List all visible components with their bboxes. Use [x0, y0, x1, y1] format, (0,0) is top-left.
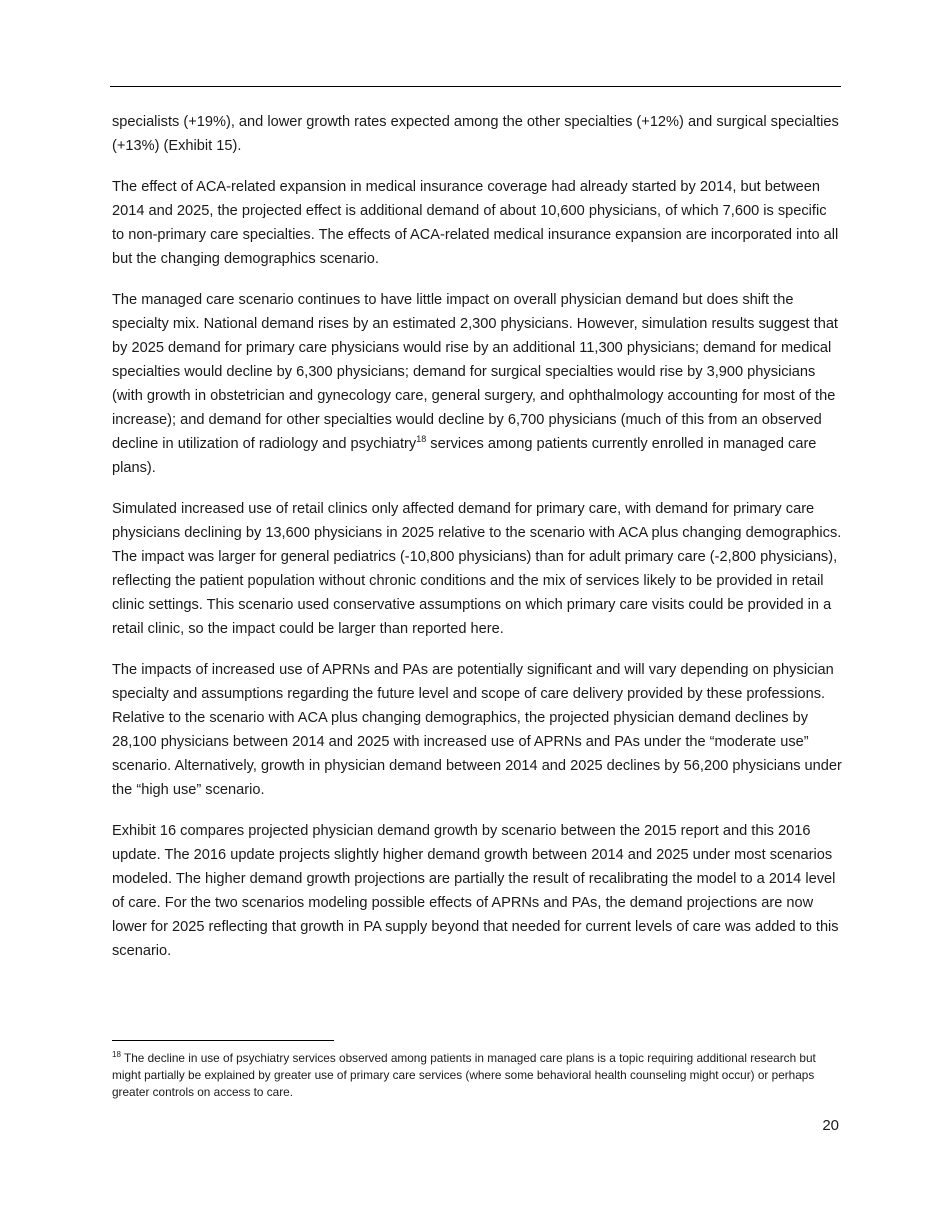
footnote-rule	[112, 1040, 334, 1041]
footnote	[112, 1050, 842, 1101]
managed-care-text: The managed care scenario continues to have little impact on overall physician demand but does shift the specialty mix. National demand rises by an estimated 2,300 physicians. However, simulation results suggest that by 2025 demand for primary care physicians would rise by an additional 11,300 physicians; demand for medical specialties would decline by 6,300 physicians; demand for surgical specialties would rise by 3,900 physicians (with growth in obstetrician and gynecology care, general surgery, and ophthalmology accounting for most of the increase); and demand for other specialties would decline by 6,700 physicians (much of this from an observed decline in utilization of radiology and psychiatry	[112, 292, 838, 452]
header-rule	[110, 86, 841, 87]
footnote-text: The decline in use of psychiatry services observed among patients in managed care plans is a topic requiring additional research but might partially be explained by greater use of primary care services (where some behavioral health counseling might occur) or perhaps greater controls on access to care.	[112, 1051, 816, 1099]
page-number: 20	[822, 1117, 839, 1134]
paragraph-specialty-growth: specialists (+19%), and lower growth rates expected among the other specialties (+12%) and surgical specialties (+13%) (Exhibit 15).	[112, 114, 839, 154]
managed-care-text-end: services among patients currently enrolled in managed care plans).	[112, 436, 817, 476]
footnote-marker: 18	[112, 1050, 121, 1060]
paragraph-aca-expansion: The effect of ACA-related expansion in medical insurance coverage had already started by 2014, but between 2014 and 2025, the projected effect is additional demand of about 10,600 physicians, of which 7,600 is specific to non-primary care specialties. The effects of ACA-related medical insurance expansion are incorporated into all but the changing demographics scenario.	[112, 179, 839, 267]
body-text	[112, 110, 842, 980]
paragraph-retail-clinics: Simulated increased use of retail clinics only affected demand for primary care, with demand for primary care physicians declining by 13,600 physicians in 2025 relative to the scenario with ACA plus changing demographics. The impact was larger for general pediatrics (-10,800 physicians) than for adult primary care (-2,800 physicians), reflecting the patient population without chronic conditions and the mix of services likely to be provided in retail clinic settings. This scenario used conservative assumptions on which primary care visits could be provided in a retail clinic, so the impact could be larger than reported here.	[112, 501, 842, 637]
paragraph-aprns-pas: The impacts of increased use of APRNs and PAs are potentially significant and will vary depending on physician specialty and assumptions regarding the future level and scope of care delivery provided by these professions. Relative to the scenario with ACA plus changing demographics, the projected physician demand declines by 28,100 physicians between 2014 and 2025 with increased use of APRNs and PAs under the “moderate use” scenario. Alternatively, growth in physician demand between 2014 and 2025 declines by 56,200 physicians under the “high use” scenario.	[112, 662, 842, 798]
paragraph-managed-care	[112, 288, 842, 480]
footnote-reference[interactable]: 18	[416, 434, 427, 445]
paragraph-exhibit-16: Exhibit 16 compares projected physician demand growth by scenario between the 2015 report and this 2016 update. The 2016 update projects slightly higher demand growth between 2014 and 2025 under most scenarios modeled. The higher demand growth projections are partially the result of recalibrating the model to a 2014 level of care. For the two scenarios modeling possible effects of APRNs and PAs, the demand projections are now lower for 2025 reflecting that growth in PA supply beyond that needed for current levels of care was added to this scenario.	[112, 823, 839, 959]
